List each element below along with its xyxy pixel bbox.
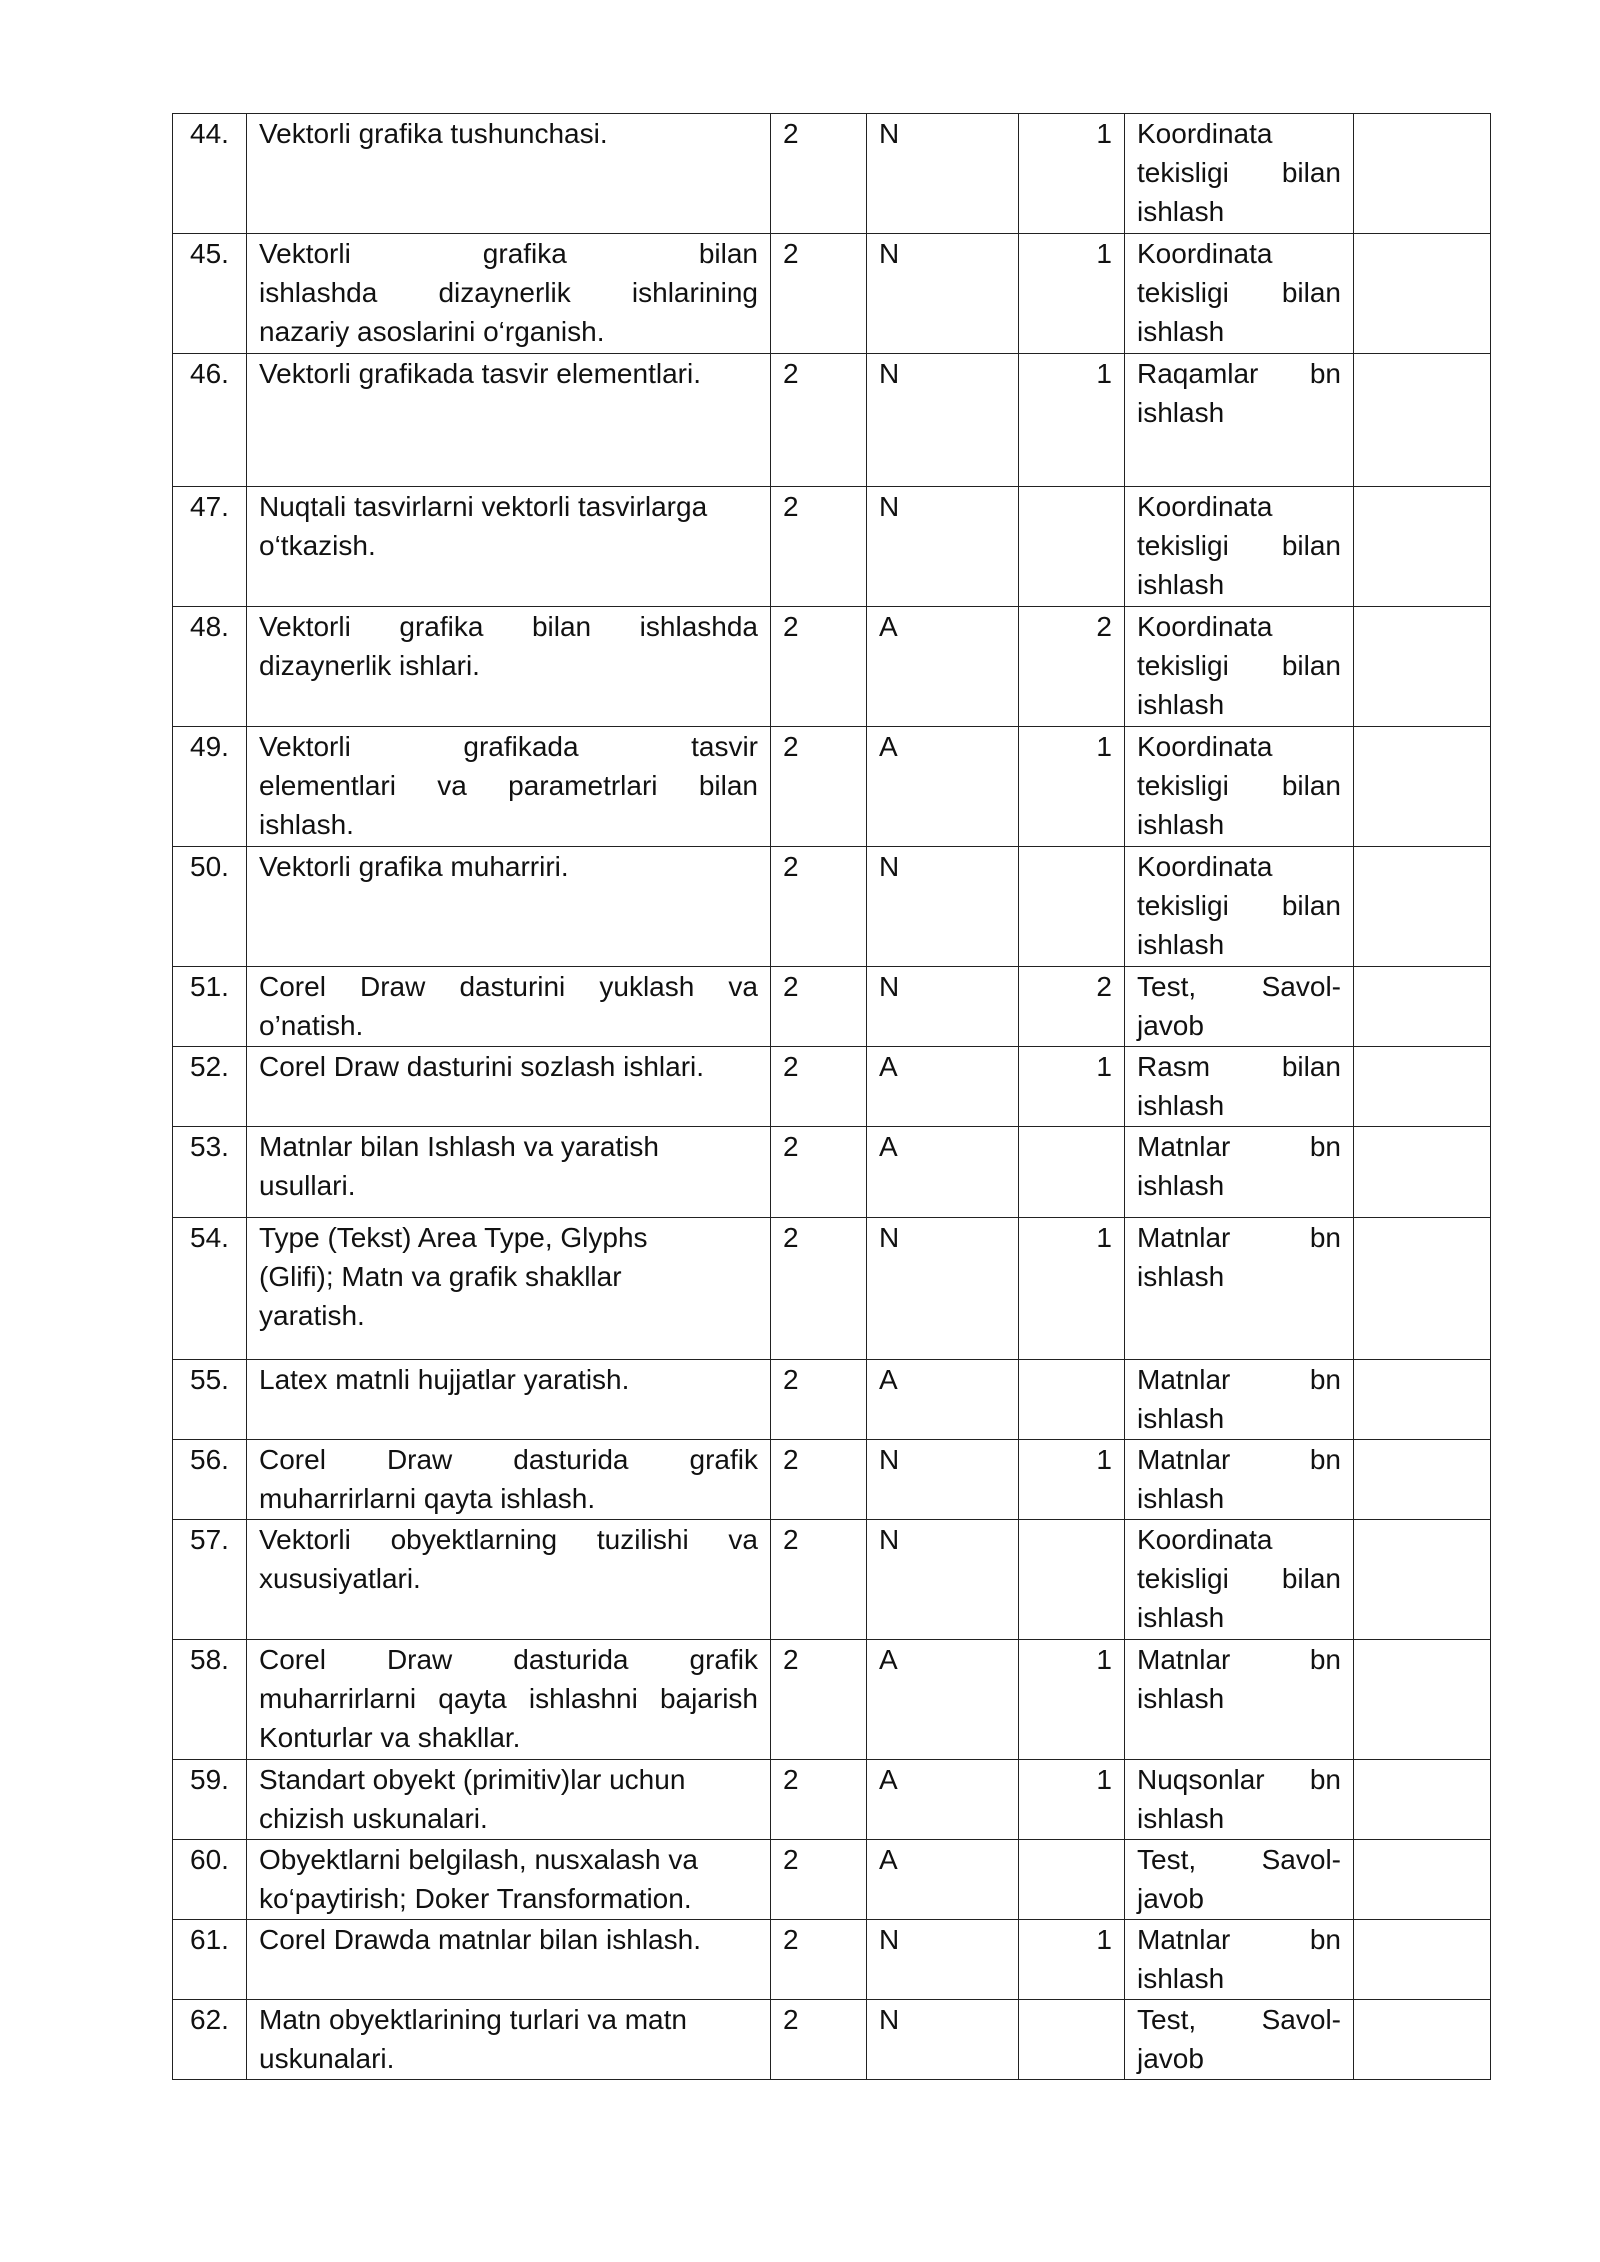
assignment-line: Koordinata xyxy=(1137,611,1273,642)
assignment-line: javob xyxy=(1137,1883,1204,1914)
lesson-type-cell: A xyxy=(867,1047,1019,1127)
assignment-line: ishlash xyxy=(1137,1803,1225,1834)
assignment-line: ishlash xyxy=(1137,689,1225,720)
topic-cell xyxy=(247,1640,771,1760)
assignment-line: ishlash xyxy=(1137,1090,1225,1121)
topic-cell xyxy=(247,1127,771,1218)
topic-line: Vektorli grafika tushunchasi. xyxy=(259,118,608,149)
topic-line: (Glifi); Matn va grafik shakllar xyxy=(259,1261,622,1292)
hours-cell: 2 xyxy=(771,1640,867,1760)
topic-cell xyxy=(247,727,771,847)
assignment-line: ishlash xyxy=(1137,1403,1225,1434)
table-row xyxy=(173,1440,1491,1520)
assignment-line: Koordinata xyxy=(1137,491,1273,522)
week-cell: 1 xyxy=(1019,727,1125,847)
assignment-line: javob xyxy=(1137,1010,1204,1041)
topic-line: Corel Draw dasturida grafik xyxy=(259,1444,758,1475)
topic-cell xyxy=(247,1920,771,2000)
topic-cell xyxy=(247,607,771,727)
lesson-type-cell: N xyxy=(867,354,1019,487)
topic-line: Standart obyekt (primitiv)lar uchun xyxy=(259,1764,686,1795)
assignment-line: Koordinata xyxy=(1137,238,1273,269)
assignment-line: Matnlar bn xyxy=(1137,1364,1341,1395)
topic-line: yaratish. xyxy=(259,1300,365,1331)
empty-cell xyxy=(1354,1640,1491,1760)
row-number: 52. xyxy=(173,1047,247,1127)
topic-line: Vektorli grafikada tasvir xyxy=(259,731,758,762)
assignment-line: ishlash xyxy=(1137,1261,1225,1292)
week-cell: 1 xyxy=(1019,1920,1125,2000)
row-number: 44. xyxy=(173,114,247,234)
table-row xyxy=(173,1640,1491,1760)
topic-cell xyxy=(247,114,771,234)
topic-line: ko‘paytirish; Doker Transformation. xyxy=(259,1883,692,1914)
topic-line: Vektorli obyektlarning tuzilishi va xyxy=(259,1524,758,1555)
topic-line: Corel Draw dasturini yuklash va xyxy=(259,971,758,1002)
row-number: 62. xyxy=(173,2000,247,2080)
lesson-type-cell: N xyxy=(867,967,1019,1047)
row-number: 50. xyxy=(173,847,247,967)
assignment-cell xyxy=(1125,1360,1354,1440)
empty-cell xyxy=(1354,1360,1491,1440)
topic-cell xyxy=(247,1760,771,1840)
assignment-line: ishlash xyxy=(1137,1963,1225,1994)
table-row xyxy=(173,1760,1491,1840)
assignment-cell xyxy=(1125,727,1354,847)
empty-cell xyxy=(1354,354,1491,487)
week-cell: 1 xyxy=(1019,1640,1125,1760)
topic-line: Corel Draw dasturini sozlash ishlari. xyxy=(259,1051,705,1082)
table-row xyxy=(173,727,1491,847)
assignment-line: Koordinata xyxy=(1137,851,1273,882)
assignment-line: tekisligi bilan xyxy=(1137,157,1341,188)
topic-line: Corel Drawda matnlar bilan ishlash. xyxy=(259,1924,701,1955)
topic-cell xyxy=(247,1218,771,1360)
topic-line: Corel Draw dasturida grafik xyxy=(259,1644,758,1675)
table-row xyxy=(173,607,1491,727)
lesson-type-cell: N xyxy=(867,1218,1019,1360)
table-row xyxy=(173,1520,1491,1640)
assignment-line: Rasm bilan xyxy=(1137,1051,1341,1082)
assignment-cell xyxy=(1125,1840,1354,1920)
assignment-line: Test, Savol- xyxy=(1137,971,1341,1002)
curriculum-table-body xyxy=(173,114,1491,2080)
assignment-cell xyxy=(1125,1218,1354,1360)
assignment-cell xyxy=(1125,847,1354,967)
assignment-line: tekisligi bilan xyxy=(1137,1563,1341,1594)
empty-cell xyxy=(1354,114,1491,234)
row-number: 56. xyxy=(173,1440,247,1520)
assignment-line: tekisligi bilan xyxy=(1137,890,1341,921)
hours-cell: 2 xyxy=(771,1760,867,1840)
assignment-line: ishlash xyxy=(1137,809,1225,840)
row-number: 54. xyxy=(173,1218,247,1360)
week-cell: 1 xyxy=(1019,1047,1125,1127)
week-cell xyxy=(1019,1127,1125,1218)
topic-line: Konturlar va shakllar. xyxy=(259,1722,521,1753)
week-cell: 1 xyxy=(1019,234,1125,354)
row-number: 55. xyxy=(173,1360,247,1440)
hours-cell: 2 xyxy=(771,1218,867,1360)
topic-line: o’natish. xyxy=(259,1010,364,1041)
lesson-type-cell: N xyxy=(867,1520,1019,1640)
hours-cell: 2 xyxy=(771,234,867,354)
empty-cell xyxy=(1354,1920,1491,2000)
topic-cell xyxy=(247,1520,771,1640)
week-cell xyxy=(1019,1840,1125,1920)
assignment-line: ishlash xyxy=(1137,196,1225,227)
hours-cell: 2 xyxy=(771,1440,867,1520)
lesson-type-cell: A xyxy=(867,727,1019,847)
lesson-type-cell: A xyxy=(867,1760,1019,1840)
lesson-type-cell: A xyxy=(867,1840,1019,1920)
lesson-type-cell: N xyxy=(867,234,1019,354)
row-number: 47. xyxy=(173,487,247,607)
table-row xyxy=(173,1360,1491,1440)
assignment-line: tekisligi bilan xyxy=(1137,770,1341,801)
assignment-line: ishlash xyxy=(1137,397,1225,428)
empty-cell xyxy=(1354,967,1491,1047)
assignment-cell xyxy=(1125,234,1354,354)
hours-cell: 2 xyxy=(771,114,867,234)
assignment-cell xyxy=(1125,1640,1354,1760)
table-row xyxy=(173,847,1491,967)
topic-cell xyxy=(247,1047,771,1127)
assignment-cell xyxy=(1125,2000,1354,2080)
lesson-type-cell: N xyxy=(867,114,1019,234)
assignment-line: ishlash xyxy=(1137,929,1225,960)
lesson-type-cell: A xyxy=(867,1127,1019,1218)
topic-line: Vektorli grafika bilan ishlashda xyxy=(259,611,758,642)
row-number: 46. xyxy=(173,354,247,487)
assignment-cell xyxy=(1125,114,1354,234)
week-cell: 2 xyxy=(1019,967,1125,1047)
assignment-line: Matnlar bn xyxy=(1137,1444,1341,1475)
row-number: 51. xyxy=(173,967,247,1047)
table-row xyxy=(173,1920,1491,2000)
assignment-line: tekisligi bilan xyxy=(1137,277,1341,308)
table-row xyxy=(173,2000,1491,2080)
assignment-line: javob xyxy=(1137,2043,1204,2074)
lesson-type-cell: A xyxy=(867,1640,1019,1760)
table-row xyxy=(173,234,1491,354)
empty-cell xyxy=(1354,1760,1491,1840)
row-number: 53. xyxy=(173,1127,247,1218)
topic-line: nazariy asoslarini o‘rganish. xyxy=(259,316,605,347)
topic-line: xususiyatlari. xyxy=(259,1563,421,1594)
empty-cell xyxy=(1354,1440,1491,1520)
table-row xyxy=(173,1218,1491,1360)
table-row xyxy=(173,114,1491,234)
topic-line: ishlash. xyxy=(259,809,354,840)
assignment-line: Nuqsonlar bn xyxy=(1137,1764,1341,1795)
table-row xyxy=(173,487,1491,607)
topic-line: ishlashda dizaynerlik ishlarining xyxy=(259,277,758,308)
row-number: 60. xyxy=(173,1840,247,1920)
assignment-line: Koordinata xyxy=(1137,118,1273,149)
table-row xyxy=(173,1840,1491,1920)
lesson-type-cell: N xyxy=(867,847,1019,967)
lesson-type-cell: A xyxy=(867,1360,1019,1440)
empty-cell xyxy=(1354,1127,1491,1218)
hours-cell: 2 xyxy=(771,727,867,847)
assignment-cell xyxy=(1125,487,1354,607)
hours-cell: 2 xyxy=(771,354,867,487)
assignment-line: ishlash xyxy=(1137,316,1225,347)
empty-cell xyxy=(1354,1840,1491,1920)
assignment-cell xyxy=(1125,1920,1354,2000)
topic-line: elementlari va parametrlari bilan xyxy=(259,770,758,801)
topic-cell xyxy=(247,1840,771,1920)
assignment-line: tekisligi bilan xyxy=(1137,650,1341,681)
week-cell xyxy=(1019,487,1125,607)
assignment-line: Matnlar bn xyxy=(1137,1131,1341,1162)
lesson-type-cell: N xyxy=(867,487,1019,607)
table-row xyxy=(173,354,1491,487)
hours-cell: 2 xyxy=(771,1127,867,1218)
topic-line: Type (Tekst) Area Type, Glyphs xyxy=(259,1222,648,1253)
week-cell xyxy=(1019,1520,1125,1640)
week-cell xyxy=(1019,1360,1125,1440)
hours-cell: 2 xyxy=(771,1360,867,1440)
topic-cell xyxy=(247,1440,771,1520)
empty-cell xyxy=(1354,1218,1491,1360)
assignment-line: ishlash xyxy=(1137,1683,1225,1714)
lesson-type-cell: N xyxy=(867,1440,1019,1520)
assignment-line: Matnlar bn xyxy=(1137,1924,1341,1955)
assignment-cell xyxy=(1125,1047,1354,1127)
assignment-line: ishlash xyxy=(1137,1602,1225,1633)
week-cell: 1 xyxy=(1019,1760,1125,1840)
topic-line: o‘tkazish. xyxy=(259,530,376,561)
assignment-line: Test, Savol- xyxy=(1137,1844,1341,1875)
assignment-line: Raqamlar bn xyxy=(1137,358,1341,389)
empty-cell xyxy=(1354,2000,1491,2080)
week-cell: 1 xyxy=(1019,354,1125,487)
topic-line: Vektorli grafika bilan xyxy=(259,238,758,269)
week-cell: 2 xyxy=(1019,607,1125,727)
hours-cell: 2 xyxy=(771,1047,867,1127)
hours-cell: 2 xyxy=(771,1920,867,2000)
row-number: 58. xyxy=(173,1640,247,1760)
row-number: 49. xyxy=(173,727,247,847)
topic-line: Latex matnli hujjatlar yaratish. xyxy=(259,1364,630,1395)
empty-cell xyxy=(1354,1047,1491,1127)
topic-cell xyxy=(247,1360,771,1440)
row-number: 48. xyxy=(173,607,247,727)
topic-cell xyxy=(247,487,771,607)
topic-cell xyxy=(247,234,771,354)
topic-line: Matnlar bilan Ishlash va yaratish xyxy=(259,1131,659,1162)
empty-cell xyxy=(1354,1520,1491,1640)
empty-cell xyxy=(1354,487,1491,607)
week-cell: 1 xyxy=(1019,1440,1125,1520)
lesson-type-cell: N xyxy=(867,1920,1019,2000)
topic-line: Nuqtali tasvirlarni vektorli tasvirlarga xyxy=(259,491,708,522)
topic-line: muharrirlarni qayta ishlash. xyxy=(259,1483,596,1514)
topic-line: chizish uskunalari. xyxy=(259,1803,488,1834)
topic-line: usullari. xyxy=(259,1170,356,1201)
hours-cell: 2 xyxy=(771,967,867,1047)
topic-line: dizaynerlik ishlari. xyxy=(259,650,480,681)
row-number: 61. xyxy=(173,1920,247,2000)
hours-cell: 2 xyxy=(771,1840,867,1920)
assignment-line: tekisligi bilan xyxy=(1137,530,1341,561)
document-page xyxy=(172,113,1490,2080)
row-number: 59. xyxy=(173,1760,247,1840)
row-number: 45. xyxy=(173,234,247,354)
empty-cell xyxy=(1354,727,1491,847)
week-cell: 1 xyxy=(1019,1218,1125,1360)
assignment-cell xyxy=(1125,1127,1354,1218)
assignment-cell xyxy=(1125,967,1354,1047)
table-row xyxy=(173,1127,1491,1218)
table-row xyxy=(173,967,1491,1047)
topic-cell xyxy=(247,967,771,1047)
empty-cell xyxy=(1354,234,1491,354)
week-cell xyxy=(1019,2000,1125,2080)
assignment-line: ishlash xyxy=(1137,1483,1225,1514)
assignment-cell xyxy=(1125,1760,1354,1840)
hours-cell: 2 xyxy=(771,487,867,607)
hours-cell: 2 xyxy=(771,847,867,967)
lesson-type-cell: A xyxy=(867,607,1019,727)
empty-cell xyxy=(1354,607,1491,727)
lesson-type-cell: N xyxy=(867,2000,1019,2080)
assignment-line: ishlash xyxy=(1137,569,1225,600)
assignment-cell xyxy=(1125,1440,1354,1520)
row-number: 57. xyxy=(173,1520,247,1640)
topic-cell xyxy=(247,354,771,487)
assignment-line: Test, Savol- xyxy=(1137,2004,1341,2035)
assignment-line: Matnlar bn xyxy=(1137,1222,1341,1253)
hours-cell: 2 xyxy=(771,1520,867,1640)
assignment-line: ishlash xyxy=(1137,1170,1225,1201)
empty-cell xyxy=(1354,847,1491,967)
assignment-line: Koordinata xyxy=(1137,731,1273,762)
assignment-line: Matnlar bn xyxy=(1137,1644,1341,1675)
topic-line: Obyektlarni belgilash, nusxalash va xyxy=(259,1844,698,1875)
assignment-cell xyxy=(1125,607,1354,727)
curriculum-table xyxy=(172,113,1491,2080)
week-cell xyxy=(1019,847,1125,967)
topic-line: muharrirlarni qayta ishlashni bajarish xyxy=(259,1683,758,1714)
topic-cell xyxy=(247,2000,771,2080)
assignment-cell xyxy=(1125,354,1354,487)
week-cell: 1 xyxy=(1019,114,1125,234)
topic-line: Matn obyektlarining turlari va matn xyxy=(259,2004,687,2035)
assignment-cell xyxy=(1125,1520,1354,1640)
topic-line: Vektorli grafikada tasvir elementlari. xyxy=(259,358,701,389)
topic-line: Vektorli grafika muharriri. xyxy=(259,851,569,882)
hours-cell: 2 xyxy=(771,2000,867,2080)
topic-line: uskunalari. xyxy=(259,2043,395,2074)
table-row xyxy=(173,1047,1491,1127)
hours-cell: 2 xyxy=(771,607,867,727)
topic-cell xyxy=(247,847,771,967)
assignment-line: Koordinata xyxy=(1137,1524,1273,1555)
